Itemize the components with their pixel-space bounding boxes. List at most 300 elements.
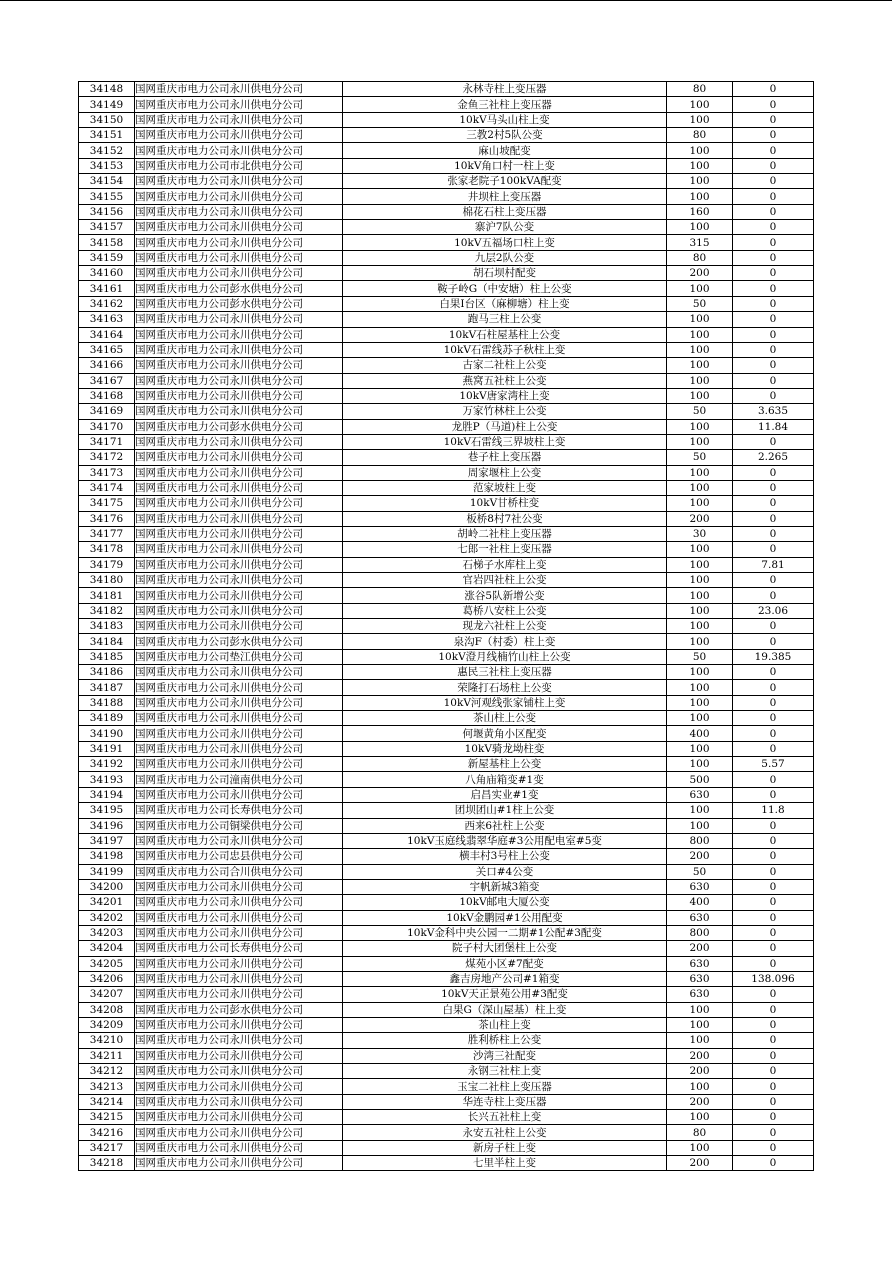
row-id-cell: 34204 xyxy=(79,941,135,956)
value-cell: 0 xyxy=(733,511,814,526)
value-cell: 0 xyxy=(733,480,814,495)
row-id-cell: 34207 xyxy=(79,987,135,1002)
equipment-name-cell: 玉宝二社柱上变压器 xyxy=(343,1079,667,1094)
equipment-name-cell: 巷子柱上变压器 xyxy=(343,450,667,465)
equipment-name-cell: 团坝团山#1柱上公变 xyxy=(343,803,667,818)
equipment-name-cell: 长兴五社柱上变 xyxy=(343,1110,667,1125)
capacity-cell: 80 xyxy=(667,1125,733,1140)
company-name-cell: 国网重庆市电力公司永川供电分公司 xyxy=(135,373,343,388)
value-cell: 0 xyxy=(733,296,814,311)
value-cell: 0 xyxy=(733,465,814,480)
table-row xyxy=(79,711,814,726)
company-name-cell: 国网重庆市电力公司永川供电分公司 xyxy=(135,879,343,894)
value-cell: 0 xyxy=(733,1064,814,1079)
equipment-name-cell: 现龙六社柱上公变 xyxy=(343,619,667,634)
value-cell: 0 xyxy=(733,128,814,143)
company-name-cell: 国网重庆市电力公司永川供电分公司 xyxy=(135,971,343,986)
row-id-cell: 34179 xyxy=(79,557,135,572)
company-name-cell: 国网重庆市电力公司永川供电分公司 xyxy=(135,97,343,112)
company-name-cell: 国网重庆市电力公司永川供电分公司 xyxy=(135,1064,343,1079)
equipment-name-cell: 燕窝五社柱上公变 xyxy=(343,373,667,388)
equipment-name-cell: 新屋基柱上公变 xyxy=(343,757,667,772)
equipment-name-cell: 金鱼三社柱上变压器 xyxy=(343,97,667,112)
row-id-cell: 34172 xyxy=(79,450,135,465)
value-cell: 0 xyxy=(733,741,814,756)
value-cell: 0 xyxy=(733,204,814,219)
equipment-name-cell: 七里半柱上变 xyxy=(343,1156,667,1171)
row-id-cell: 34166 xyxy=(79,358,135,373)
company-name-cell: 国网重庆市电力公司永川供电分公司 xyxy=(135,987,343,1002)
equipment-name-cell: 10kV石雷线三界坡柱上变 xyxy=(343,434,667,449)
company-name-cell: 国网重庆市电力公司永川供电分公司 xyxy=(135,250,343,265)
table-row xyxy=(79,864,814,879)
row-id-cell: 34217 xyxy=(79,1140,135,1155)
value-cell: 0 xyxy=(733,634,814,649)
company-name-cell: 国网重庆市电力公司永川供电分公司 xyxy=(135,695,343,710)
company-name-cell: 国网重庆市电力公司永川供电分公司 xyxy=(135,726,343,741)
equipment-name-cell: 永安五社柱上公变 xyxy=(343,1125,667,1140)
value-cell: 0 xyxy=(733,910,814,925)
equipment-name-cell: 茶山柱上变 xyxy=(343,1017,667,1032)
equipment-name-cell: 胡石坝村配变 xyxy=(343,266,667,281)
table-row xyxy=(79,419,814,434)
row-id-cell: 34201 xyxy=(79,895,135,910)
value-cell: 0 xyxy=(733,97,814,112)
value-cell: 0 xyxy=(733,158,814,173)
equipment-name-cell: 石梯子水库柱上变 xyxy=(343,557,667,572)
capacity-cell: 100 xyxy=(667,388,733,403)
company-name-cell: 国网重庆市电力公司潼南供电分公司 xyxy=(135,772,343,787)
equipment-name-cell: 八角庙箱变#1变 xyxy=(343,772,667,787)
row-id-cell: 34211 xyxy=(79,1048,135,1063)
table-row xyxy=(79,910,814,925)
table-row xyxy=(79,480,814,495)
row-id-cell: 34205 xyxy=(79,956,135,971)
table-row xyxy=(79,987,814,1002)
capacity-cell: 100 xyxy=(667,281,733,296)
capacity-cell: 160 xyxy=(667,204,733,219)
value-cell: 11.8 xyxy=(733,803,814,818)
company-name-cell: 国网重庆市电力公司长寿供电分公司 xyxy=(135,941,343,956)
value-cell: 0 xyxy=(733,1140,814,1155)
capacity-cell: 50 xyxy=(667,450,733,465)
company-name-cell: 国网重庆市电力公司永川供电分公司 xyxy=(135,450,343,465)
company-name-cell: 国网重庆市电力公司彭水供电分公司 xyxy=(135,296,343,311)
row-id-cell: 34190 xyxy=(79,726,135,741)
table-row xyxy=(79,1110,814,1125)
company-name-cell: 国网重庆市电力公司永川供电分公司 xyxy=(135,1079,343,1094)
company-name-cell: 国网重庆市电力公司永川供电分公司 xyxy=(135,189,343,204)
value-cell: 0 xyxy=(733,220,814,235)
equipment-name-cell: 10kV金科中央公园一二期#1公配#3配变 xyxy=(343,925,667,940)
value-cell: 0 xyxy=(733,1079,814,1094)
table-row xyxy=(79,82,814,97)
value-cell: 0 xyxy=(733,82,814,97)
table-row xyxy=(79,434,814,449)
table-row xyxy=(79,726,814,741)
equipment-name-cell: 万家竹林柱上公变 xyxy=(343,404,667,419)
equipment-name-cell: 白果I台区（麻柳塘）柱上变 xyxy=(343,296,667,311)
row-id-cell: 34195 xyxy=(79,803,135,818)
row-id-cell: 34167 xyxy=(79,373,135,388)
row-id-cell: 34218 xyxy=(79,1156,135,1171)
company-name-cell: 国网重庆市电力公司永川供电分公司 xyxy=(135,465,343,480)
table-row xyxy=(79,941,814,956)
capacity-cell: 100 xyxy=(667,573,733,588)
row-id-cell: 34152 xyxy=(79,143,135,158)
equipment-name-cell: 胡岭二社柱上变压器 xyxy=(343,526,667,541)
table-row xyxy=(79,404,814,419)
capacity-cell: 100 xyxy=(667,603,733,618)
equipment-name-cell: 周家堰柱上公变 xyxy=(343,465,667,480)
company-name-cell: 国网重庆市电力公司彭水供电分公司 xyxy=(135,419,343,434)
row-id-cell: 34214 xyxy=(79,1094,135,1109)
table-row xyxy=(79,526,814,541)
value-cell: 0 xyxy=(733,619,814,634)
table-row xyxy=(79,588,814,603)
value-cell: 0 xyxy=(733,143,814,158)
value-cell: 0 xyxy=(733,787,814,802)
value-cell: 0 xyxy=(733,680,814,695)
capacity-cell: 100 xyxy=(667,312,733,327)
row-id-cell: 34203 xyxy=(79,925,135,940)
capacity-cell: 50 xyxy=(667,649,733,664)
table-row xyxy=(79,971,814,986)
equipment-name-cell: 茶山柱上公变 xyxy=(343,711,667,726)
table-row xyxy=(79,1079,814,1094)
row-id-cell: 34183 xyxy=(79,619,135,634)
table-row xyxy=(79,465,814,480)
row-id-cell: 34162 xyxy=(79,296,135,311)
equipment-name-cell: 官岩四社柱上公变 xyxy=(343,573,667,588)
row-id-cell: 34191 xyxy=(79,741,135,756)
capacity-cell: 400 xyxy=(667,895,733,910)
equipment-name-cell: 龙胜P（马道)柱上公变 xyxy=(343,419,667,434)
capacity-cell: 100 xyxy=(667,189,733,204)
capacity-cell: 100 xyxy=(667,496,733,511)
table-row xyxy=(79,1017,814,1032)
company-name-cell: 国网重庆市电力公司永川供电分公司 xyxy=(135,680,343,695)
table-row xyxy=(79,327,814,342)
company-name-cell: 国网重庆市电力公司永川供电分公司 xyxy=(135,603,343,618)
table-row xyxy=(79,312,814,327)
value-cell: 0 xyxy=(733,711,814,726)
row-id-cell: 34215 xyxy=(79,1110,135,1125)
company-name-cell: 国网重庆市电力公司永川供电分公司 xyxy=(135,956,343,971)
table-row xyxy=(79,143,814,158)
capacity-cell: 50 xyxy=(667,404,733,419)
row-id-cell: 34156 xyxy=(79,204,135,219)
capacity-cell: 100 xyxy=(667,220,733,235)
value-cell: 0 xyxy=(733,342,814,357)
table-row xyxy=(79,649,814,664)
row-id-cell: 34150 xyxy=(79,112,135,127)
equipment-name-cell: 宇帆新城3箱变 xyxy=(343,879,667,894)
value-cell: 0 xyxy=(733,726,814,741)
equipment-name-cell: 10kV澄月线楠竹山柱上公变 xyxy=(343,649,667,664)
table-row xyxy=(79,97,814,112)
capacity-cell: 100 xyxy=(667,741,733,756)
table-row xyxy=(79,373,814,388)
capacity-cell: 200 xyxy=(667,1156,733,1171)
value-cell: 2.265 xyxy=(733,450,814,465)
row-id-cell: 34202 xyxy=(79,910,135,925)
value-cell: 0 xyxy=(733,542,814,557)
equipment-name-cell: 麻山坡配变 xyxy=(343,143,667,158)
row-id-cell: 34164 xyxy=(79,327,135,342)
table-row xyxy=(79,557,814,572)
table-row xyxy=(79,220,814,235)
row-id-cell: 34189 xyxy=(79,711,135,726)
table-row xyxy=(79,787,814,802)
equipment-name-cell: 院子村大团堡柱上公变 xyxy=(343,941,667,956)
equipment-name-cell: 关口#4公变 xyxy=(343,864,667,879)
capacity-cell: 100 xyxy=(667,619,733,634)
row-id-cell: 34181 xyxy=(79,588,135,603)
table-row xyxy=(79,358,814,373)
capacity-cell: 630 xyxy=(667,879,733,894)
value-cell: 0 xyxy=(733,1002,814,1017)
table-row xyxy=(79,1094,814,1109)
row-id-cell: 34200 xyxy=(79,879,135,894)
capacity-cell: 100 xyxy=(667,680,733,695)
company-name-cell: 国网重庆市电力公司永川供电分公司 xyxy=(135,82,343,97)
company-name-cell: 国网重庆市电力公司永川供电分公司 xyxy=(135,174,343,189)
capacity-cell: 100 xyxy=(667,695,733,710)
table-row xyxy=(79,496,814,511)
company-name-cell: 国网重庆市电力公司永川供电分公司 xyxy=(135,787,343,802)
capacity-cell: 200 xyxy=(667,511,733,526)
value-cell: 0 xyxy=(733,665,814,680)
row-id-cell: 34194 xyxy=(79,787,135,802)
value-cell: 0 xyxy=(733,112,814,127)
table-row xyxy=(79,879,814,894)
company-name-cell: 国网重庆市电力公司永川供电分公司 xyxy=(135,1017,343,1032)
capacity-cell: 100 xyxy=(667,342,733,357)
capacity-cell: 50 xyxy=(667,864,733,879)
value-cell: 7.81 xyxy=(733,557,814,572)
table-row xyxy=(79,189,814,204)
equipment-name-cell: 永钢三社柱上变 xyxy=(343,1064,667,1079)
value-cell: 0 xyxy=(733,987,814,1002)
capacity-cell: 100 xyxy=(667,358,733,373)
table-row xyxy=(79,695,814,710)
equipment-name-cell: 寨沪7队公变 xyxy=(343,220,667,235)
company-name-cell: 国网重庆市电力公司永川供电分公司 xyxy=(135,128,343,143)
page-top-rule xyxy=(0,0,892,1)
capacity-cell: 100 xyxy=(667,1002,733,1017)
capacity-cell: 100 xyxy=(667,480,733,495)
capacity-cell: 100 xyxy=(667,1017,733,1032)
value-cell: 0 xyxy=(733,895,814,910)
company-name-cell: 国网重庆市电力公司永川供电分公司 xyxy=(135,1140,343,1155)
value-cell: 0 xyxy=(733,849,814,864)
value-cell: 0 xyxy=(733,1017,814,1032)
row-id-cell: 34170 xyxy=(79,419,135,434)
equipment-name-cell: 10kV马头山柱上变 xyxy=(343,112,667,127)
equipment-name-cell: 10kV唐家湾柱上变 xyxy=(343,388,667,403)
row-id-cell: 34184 xyxy=(79,634,135,649)
equipment-name-cell: 10kV骑龙坳柱变 xyxy=(343,741,667,756)
table-row xyxy=(79,158,814,173)
value-cell: 0 xyxy=(733,358,814,373)
company-name-cell: 国网重庆市电力公司永川供电分公司 xyxy=(135,480,343,495)
table-row xyxy=(79,112,814,127)
company-name-cell: 国网重庆市电力公司永川供电分公司 xyxy=(135,342,343,357)
table-row xyxy=(79,803,814,818)
table-row xyxy=(79,833,814,848)
row-id-cell: 34196 xyxy=(79,818,135,833)
equipment-name-cell: 华连寺柱上变压器 xyxy=(343,1094,667,1109)
row-id-cell: 34185 xyxy=(79,649,135,664)
equipment-name-cell: 泉沟F（村委）柱上变 xyxy=(343,634,667,649)
company-name-cell: 国网重庆市电力公司彭水供电分公司 xyxy=(135,281,343,296)
capacity-cell: 100 xyxy=(667,1079,733,1094)
equipment-name-cell: 涨谷5队新增公变 xyxy=(343,588,667,603)
capacity-cell: 630 xyxy=(667,910,733,925)
capacity-cell: 100 xyxy=(667,112,733,127)
equipment-name-cell: 西来6社柱上公变 xyxy=(343,818,667,833)
company-name-cell: 国网重庆市电力公司合川供电分公司 xyxy=(135,864,343,879)
capacity-cell: 100 xyxy=(667,465,733,480)
capacity-cell: 100 xyxy=(667,757,733,772)
table-row xyxy=(79,1033,814,1048)
equipment-name-cell: 棉花石柱上变压器 xyxy=(343,204,667,219)
row-id-cell: 34158 xyxy=(79,235,135,250)
value-cell: 11.84 xyxy=(733,419,814,434)
row-id-cell: 34213 xyxy=(79,1079,135,1094)
table-row xyxy=(79,281,814,296)
table-row xyxy=(79,895,814,910)
value-cell: 3.635 xyxy=(733,404,814,419)
value-cell: 0 xyxy=(733,189,814,204)
company-name-cell: 国网重庆市电力公司永川供电分公司 xyxy=(135,910,343,925)
company-name-cell: 国网重庆市电力公司永川供电分公司 xyxy=(135,1094,343,1109)
value-cell: 0 xyxy=(733,941,814,956)
equipment-name-cell: 10kV甘桥柱变 xyxy=(343,496,667,511)
value-cell: 0 xyxy=(733,235,814,250)
table-row xyxy=(79,741,814,756)
value-cell: 138.096 xyxy=(733,971,814,986)
company-name-cell: 国网重庆市电力公司永川供电分公司 xyxy=(135,496,343,511)
row-id-cell: 34161 xyxy=(79,281,135,296)
row-id-cell: 34169 xyxy=(79,404,135,419)
company-name-cell: 国网重庆市电力公司永川供电分公司 xyxy=(135,112,343,127)
capacity-cell: 100 xyxy=(667,803,733,818)
equipment-name-cell: 白果G（深山屋基）柱上变 xyxy=(343,1002,667,1017)
equipment-name-cell: 启昌实业#1变 xyxy=(343,787,667,802)
value-cell: 0 xyxy=(733,1110,814,1125)
table-row xyxy=(79,204,814,219)
row-id-cell: 34159 xyxy=(79,250,135,265)
company-name-cell: 国网重庆市电力公司永川供电分公司 xyxy=(135,619,343,634)
capacity-cell: 100 xyxy=(667,588,733,603)
row-id-cell: 34208 xyxy=(79,1002,135,1017)
capacity-cell: 200 xyxy=(667,941,733,956)
row-id-cell: 34154 xyxy=(79,174,135,189)
capacity-cell: 30 xyxy=(667,526,733,541)
company-name-cell: 国网重庆市电力公司永川供电分公司 xyxy=(135,557,343,572)
company-name-cell: 国网重庆市电力公司永川供电分公司 xyxy=(135,1125,343,1140)
row-id-cell: 34212 xyxy=(79,1064,135,1079)
company-name-cell: 国网重庆市电力公司永川供电分公司 xyxy=(135,327,343,342)
equipment-name-cell: 跑马三柱上公变 xyxy=(343,312,667,327)
equipment-name-cell: 10kV玉庭线翡翠华庭#3公用配电室#5变 xyxy=(343,833,667,848)
equipment-name-cell: 10kV五福场口柱上变 xyxy=(343,235,667,250)
row-id-cell: 34153 xyxy=(79,158,135,173)
capacity-cell: 100 xyxy=(667,542,733,557)
value-cell: 0 xyxy=(733,1125,814,1140)
row-id-cell: 34180 xyxy=(79,573,135,588)
equipment-name-cell: 横丰村3号柱上公变 xyxy=(343,849,667,864)
capacity-cell: 100 xyxy=(667,1033,733,1048)
equipment-name-cell: 七郎一社柱上变压器 xyxy=(343,542,667,557)
table-row xyxy=(79,573,814,588)
row-id-cell: 34216 xyxy=(79,1125,135,1140)
table-row xyxy=(79,849,814,864)
row-id-cell: 34197 xyxy=(79,833,135,848)
row-id-cell: 34171 xyxy=(79,434,135,449)
table-row xyxy=(79,1125,814,1140)
table-row xyxy=(79,818,814,833)
table-row xyxy=(79,388,814,403)
table-row xyxy=(79,1156,814,1171)
row-id-cell: 34155 xyxy=(79,189,135,204)
capacity-cell: 100 xyxy=(667,97,733,112)
equipment-name-cell: 葛桥八安柱上公变 xyxy=(343,603,667,618)
row-id-cell: 34176 xyxy=(79,511,135,526)
row-id-cell: 34173 xyxy=(79,465,135,480)
value-cell: 0 xyxy=(733,925,814,940)
value-cell: 0 xyxy=(733,818,814,833)
value-cell: 23.06 xyxy=(733,603,814,618)
capacity-cell: 100 xyxy=(667,419,733,434)
row-id-cell: 34148 xyxy=(79,82,135,97)
capacity-cell: 100 xyxy=(667,818,733,833)
row-id-cell: 34206 xyxy=(79,971,135,986)
row-id-cell: 34174 xyxy=(79,480,135,495)
company-name-cell: 国网重庆市电力公司永川供电分公司 xyxy=(135,1033,343,1048)
company-name-cell: 国网重庆市电力公司彭水供电分公司 xyxy=(135,634,343,649)
value-cell: 0 xyxy=(733,1094,814,1109)
value-cell: 5.57 xyxy=(733,757,814,772)
row-id-cell: 34151 xyxy=(79,128,135,143)
value-cell: 0 xyxy=(733,573,814,588)
capacity-cell: 800 xyxy=(667,833,733,848)
table-row xyxy=(79,342,814,357)
company-name-cell: 国网重庆市电力公司永川供电分公司 xyxy=(135,573,343,588)
equipment-name-cell: 新房子柱上变 xyxy=(343,1140,667,1155)
value-cell: 0 xyxy=(733,327,814,342)
table-row xyxy=(79,450,814,465)
company-name-cell: 国网重庆市电力公司忠县供电分公司 xyxy=(135,849,343,864)
row-id-cell: 34188 xyxy=(79,695,135,710)
company-name-cell: 国网重庆市电力公司垫江供电分公司 xyxy=(135,649,343,664)
company-name-cell: 国网重庆市电力公司铜梁供电分公司 xyxy=(135,818,343,833)
row-id-cell: 34199 xyxy=(79,864,135,879)
row-id-cell: 34186 xyxy=(79,665,135,680)
value-cell: 0 xyxy=(733,833,814,848)
equipment-name-cell: 10kV邮电大厦公变 xyxy=(343,895,667,910)
value-cell: 0 xyxy=(733,373,814,388)
table-row xyxy=(79,1048,814,1063)
equipment-name-cell: 10kV金鹏园#1公用配变 xyxy=(343,910,667,925)
company-name-cell: 国网重庆市电力公司永川供电分公司 xyxy=(135,204,343,219)
company-name-cell: 国网重庆市电力公司永川供电分公司 xyxy=(135,542,343,557)
company-name-cell: 国网重庆市电力公司永川供电分公司 xyxy=(135,312,343,327)
company-name-cell: 国网重庆市电力公司永川供电分公司 xyxy=(135,220,343,235)
value-cell: 0 xyxy=(733,266,814,281)
